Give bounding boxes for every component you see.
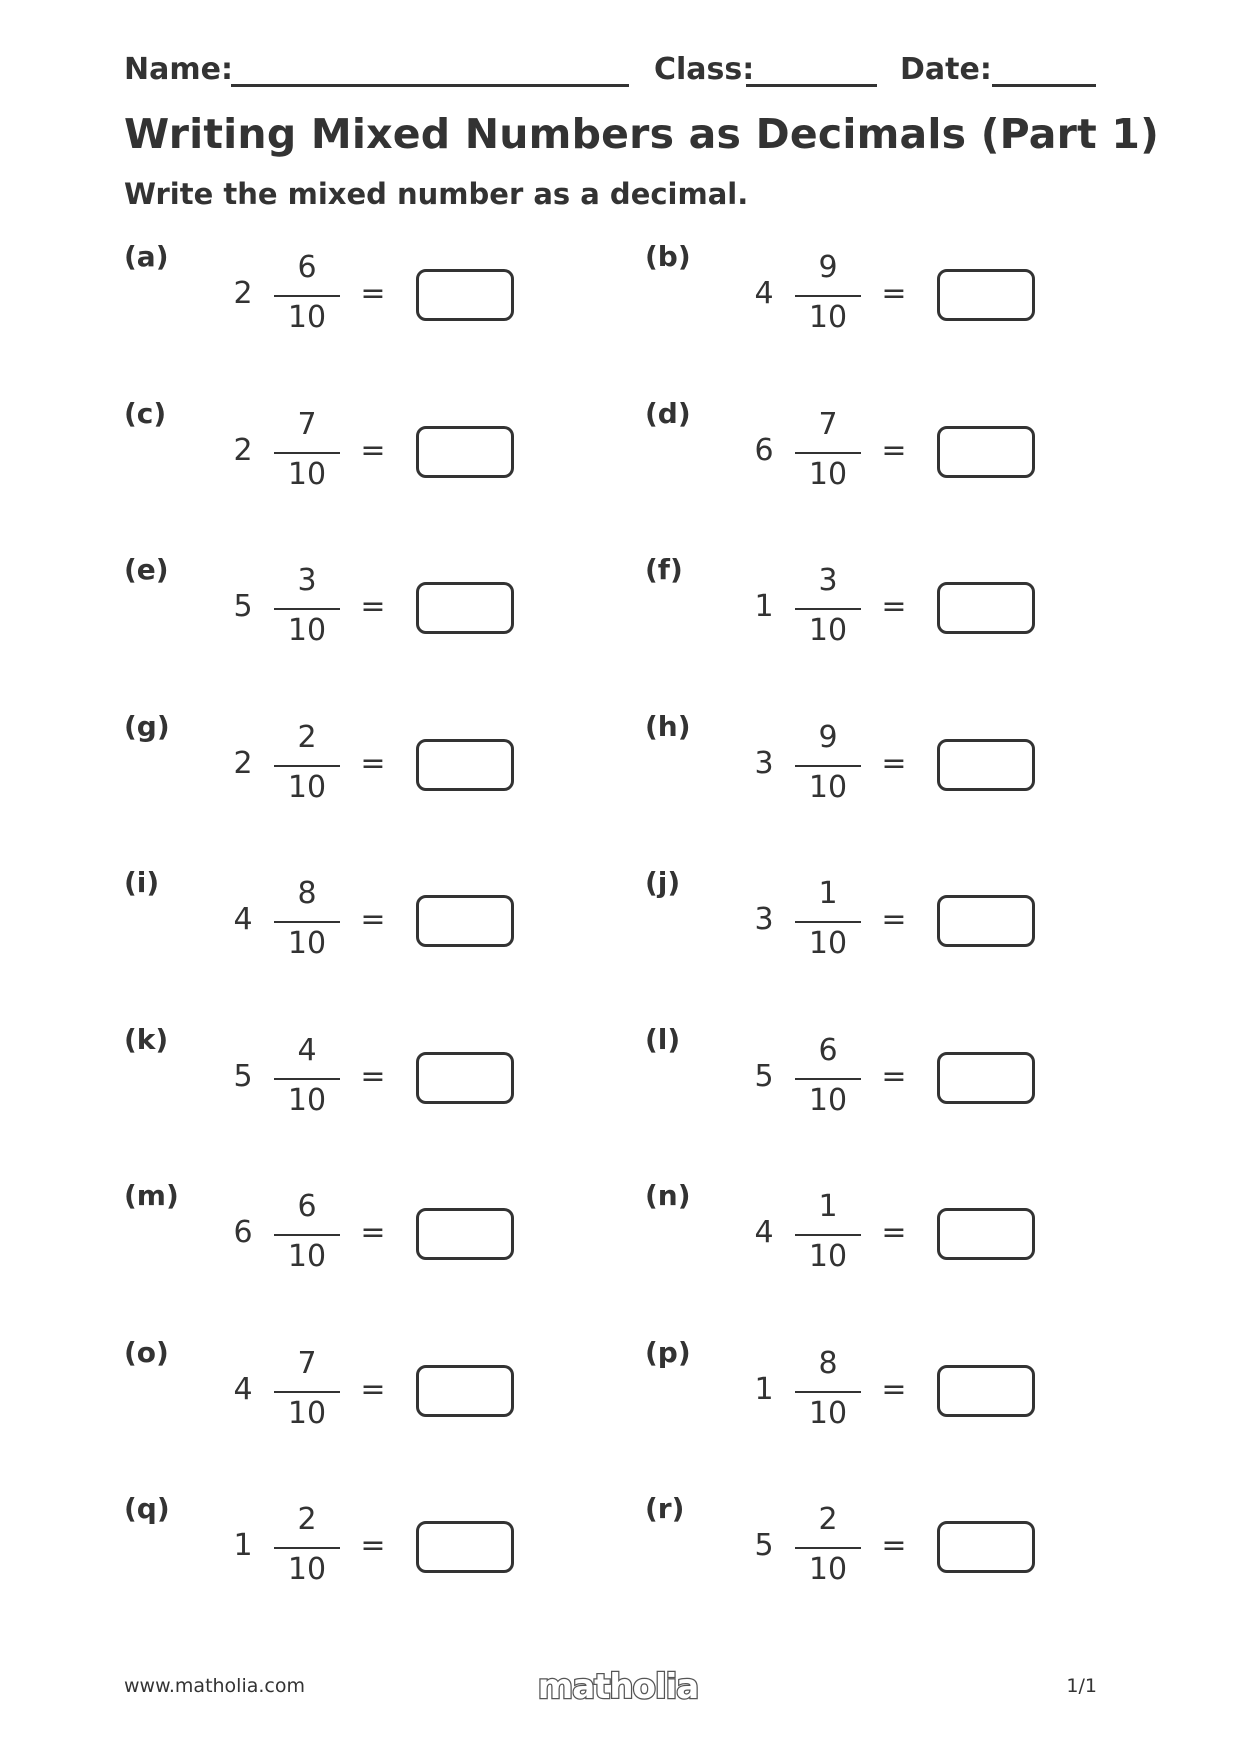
- equals-sign: =: [360, 1059, 386, 1094]
- numerator: 6: [297, 1189, 317, 1224]
- fraction-bar: [274, 295, 340, 297]
- problem-label: (h): [645, 710, 691, 743]
- answer-box[interactable]: [937, 1052, 1035, 1104]
- numerator: 7: [297, 1346, 317, 1381]
- equals-sign: =: [881, 276, 907, 311]
- denominator: 10: [287, 300, 327, 335]
- problem-item: [645, 866, 1145, 986]
- class-field[interactable]: [746, 84, 877, 87]
- problem-label: (p): [645, 1336, 691, 1369]
- numerator: 7: [818, 407, 838, 442]
- problem-item: [645, 240, 1145, 360]
- numerator: 3: [297, 563, 317, 598]
- problem-item: [645, 553, 1145, 673]
- problem-label: (r): [645, 1492, 685, 1525]
- whole-number: 5: [233, 1059, 253, 1094]
- numerator: 2: [297, 1502, 317, 1537]
- fraction: [795, 250, 861, 340]
- whole-number: 2: [233, 276, 253, 311]
- numerator: 1: [818, 1189, 838, 1224]
- matholia-logo: [533, 1662, 703, 1710]
- problem-item: [124, 710, 624, 830]
- numerator: 8: [818, 1346, 838, 1381]
- fraction-bar: [795, 295, 861, 297]
- problem-item: [124, 397, 624, 517]
- denominator: 10: [287, 613, 327, 648]
- whole-number: 5: [233, 589, 253, 624]
- answer-box[interactable]: [937, 426, 1035, 478]
- fraction: [795, 407, 861, 497]
- denominator: 10: [287, 1552, 327, 1587]
- fraction-bar: [274, 452, 340, 454]
- whole-number: 4: [233, 1372, 253, 1407]
- equals-sign: =: [881, 746, 907, 781]
- equals-sign: =: [881, 589, 907, 624]
- numerator: 2: [297, 720, 317, 755]
- problem-label: (k): [124, 1023, 169, 1056]
- whole-number: 4: [754, 276, 774, 311]
- denominator: 10: [287, 926, 327, 961]
- equals-sign: =: [360, 746, 386, 781]
- fraction-bar: [274, 608, 340, 610]
- fraction: [274, 720, 340, 810]
- problem-label: (e): [124, 553, 169, 586]
- problem-item: [645, 397, 1145, 517]
- fraction: [795, 563, 861, 653]
- problem-label: (f): [645, 553, 683, 586]
- instruction-text: Write the mixed number as a decimal.: [124, 177, 749, 211]
- fraction-bar: [795, 608, 861, 610]
- problem-item: [645, 1179, 1145, 1299]
- fraction-bar: [795, 1078, 861, 1080]
- problem-label: (a): [124, 240, 169, 273]
- numerator: 8: [297, 876, 317, 911]
- answer-box[interactable]: [416, 269, 514, 321]
- numerator: 9: [818, 250, 838, 285]
- fraction: [274, 1189, 340, 1279]
- answer-box[interactable]: [937, 895, 1035, 947]
- date-label: Date:: [900, 52, 992, 87]
- fraction-bar: [795, 765, 861, 767]
- footer-url: www.matholia.com: [124, 1675, 306, 1697]
- equals-sign: =: [360, 433, 386, 468]
- problem-label: (m): [124, 1179, 179, 1212]
- numerator: 6: [297, 250, 317, 285]
- whole-number: 1: [754, 589, 774, 624]
- problem-label: (q): [124, 1492, 170, 1525]
- numerator: 2: [818, 1502, 838, 1537]
- answer-box[interactable]: [416, 1521, 514, 1573]
- fraction: [274, 1033, 340, 1123]
- worksheet-title: Writing Mixed Numbers as Decimals (Part 1): [124, 110, 1160, 158]
- denominator: 10: [287, 457, 327, 492]
- answer-box[interactable]: [937, 1521, 1035, 1573]
- fraction: [274, 1502, 340, 1592]
- denominator: 10: [808, 770, 848, 805]
- equals-sign: =: [881, 1372, 907, 1407]
- whole-number: 5: [754, 1528, 774, 1563]
- answer-box[interactable]: [937, 1365, 1035, 1417]
- denominator: 10: [808, 1083, 848, 1118]
- fraction: [274, 563, 340, 653]
- fraction: [795, 1189, 861, 1279]
- denominator: 10: [287, 770, 327, 805]
- equals-sign: =: [881, 902, 907, 937]
- problem-item: [124, 553, 624, 673]
- whole-number: 3: [754, 746, 774, 781]
- fraction-bar: [274, 765, 340, 767]
- problem-item: [124, 866, 624, 986]
- fraction: [795, 1346, 861, 1436]
- answer-box[interactable]: [937, 1208, 1035, 1260]
- denominator: 10: [808, 1239, 848, 1274]
- problem-label: (g): [124, 710, 170, 743]
- problem-item: [645, 1336, 1145, 1456]
- problem-item: [124, 1179, 624, 1299]
- whole-number: 1: [233, 1528, 253, 1563]
- name-field[interactable]: [231, 84, 629, 87]
- page-number: 1/1: [1066, 1675, 1097, 1697]
- date-field[interactable]: [992, 84, 1096, 87]
- problem-label: (i): [124, 866, 160, 899]
- problem-label: (d): [645, 397, 691, 430]
- answer-box[interactable]: [416, 895, 514, 947]
- denominator: 10: [287, 1083, 327, 1118]
- fraction-bar: [795, 1547, 861, 1549]
- answer-box[interactable]: [416, 1208, 514, 1260]
- answer-box[interactable]: [937, 269, 1035, 321]
- numerator: 3: [818, 563, 838, 598]
- whole-number: 2: [233, 746, 253, 781]
- denominator: 10: [287, 1239, 327, 1274]
- problem-item: [124, 1336, 624, 1456]
- fraction: [795, 1033, 861, 1123]
- fraction-bar: [795, 1234, 861, 1236]
- whole-number: 1: [754, 1372, 774, 1407]
- svg-text:matholia: matholia: [537, 1667, 699, 1707]
- equals-sign: =: [881, 433, 907, 468]
- fraction-bar: [795, 921, 861, 923]
- denominator: 10: [808, 457, 848, 492]
- answer-box[interactable]: [937, 739, 1035, 791]
- fraction-bar: [274, 1547, 340, 1549]
- answer-box[interactable]: [416, 739, 514, 791]
- equals-sign: =: [360, 902, 386, 937]
- answer-box[interactable]: [416, 426, 514, 478]
- name-label: Name:: [124, 52, 233, 87]
- whole-number: 4: [754, 1215, 774, 1250]
- equals-sign: =: [881, 1528, 907, 1563]
- problem-item: [124, 1492, 624, 1612]
- answer-box[interactable]: [416, 582, 514, 634]
- problem-label: (n): [645, 1179, 691, 1212]
- denominator: 10: [808, 613, 848, 648]
- equals-sign: =: [360, 589, 386, 624]
- equals-sign: =: [360, 276, 386, 311]
- equals-sign: =: [881, 1059, 907, 1094]
- problem-label: (c): [124, 397, 167, 430]
- fraction-bar: [274, 1391, 340, 1393]
- problem-item: [645, 710, 1145, 830]
- whole-number: 6: [754, 433, 774, 468]
- denominator: 10: [808, 1396, 848, 1431]
- whole-number: 3: [754, 902, 774, 937]
- whole-number: 2: [233, 433, 253, 468]
- fraction: [795, 876, 861, 966]
- problem-item: [124, 240, 624, 360]
- fraction-bar: [795, 1391, 861, 1393]
- fraction: [274, 876, 340, 966]
- fraction-bar: [274, 1234, 340, 1236]
- whole-number: 6: [233, 1215, 253, 1250]
- fraction-bar: [274, 921, 340, 923]
- fraction: [795, 1502, 861, 1592]
- problem-item: [645, 1492, 1145, 1612]
- numerator: 7: [297, 407, 317, 442]
- numerator: 1: [818, 876, 838, 911]
- fraction-bar: [795, 452, 861, 454]
- problem-label: (l): [645, 1023, 681, 1056]
- class-label: Class:: [654, 52, 755, 87]
- equals-sign: =: [360, 1372, 386, 1407]
- equals-sign: =: [360, 1528, 386, 1563]
- answer-box[interactable]: [416, 1365, 514, 1417]
- problem-item: [124, 1023, 624, 1143]
- fraction: [274, 250, 340, 340]
- numerator: 9: [818, 720, 838, 755]
- fraction: [274, 407, 340, 497]
- equals-sign: =: [881, 1215, 907, 1250]
- numerator: 4: [297, 1033, 317, 1068]
- numerator: 6: [818, 1033, 838, 1068]
- whole-number: 4: [233, 902, 253, 937]
- answer-box[interactable]: [937, 582, 1035, 634]
- problem-item: [645, 1023, 1145, 1143]
- fraction-bar: [274, 1078, 340, 1080]
- problem-label: (j): [645, 866, 681, 899]
- denominator: 10: [808, 1552, 848, 1587]
- student-info-header: [124, 52, 1104, 92]
- answer-box[interactable]: [416, 1052, 514, 1104]
- denominator: 10: [808, 300, 848, 335]
- fraction: [795, 720, 861, 810]
- problem-label: (b): [645, 240, 691, 273]
- fraction: [274, 1346, 340, 1436]
- denominator: 10: [808, 926, 848, 961]
- problem-label: (o): [124, 1336, 169, 1369]
- denominator: 10: [287, 1396, 327, 1431]
- equals-sign: =: [360, 1215, 386, 1250]
- whole-number: 5: [754, 1059, 774, 1094]
